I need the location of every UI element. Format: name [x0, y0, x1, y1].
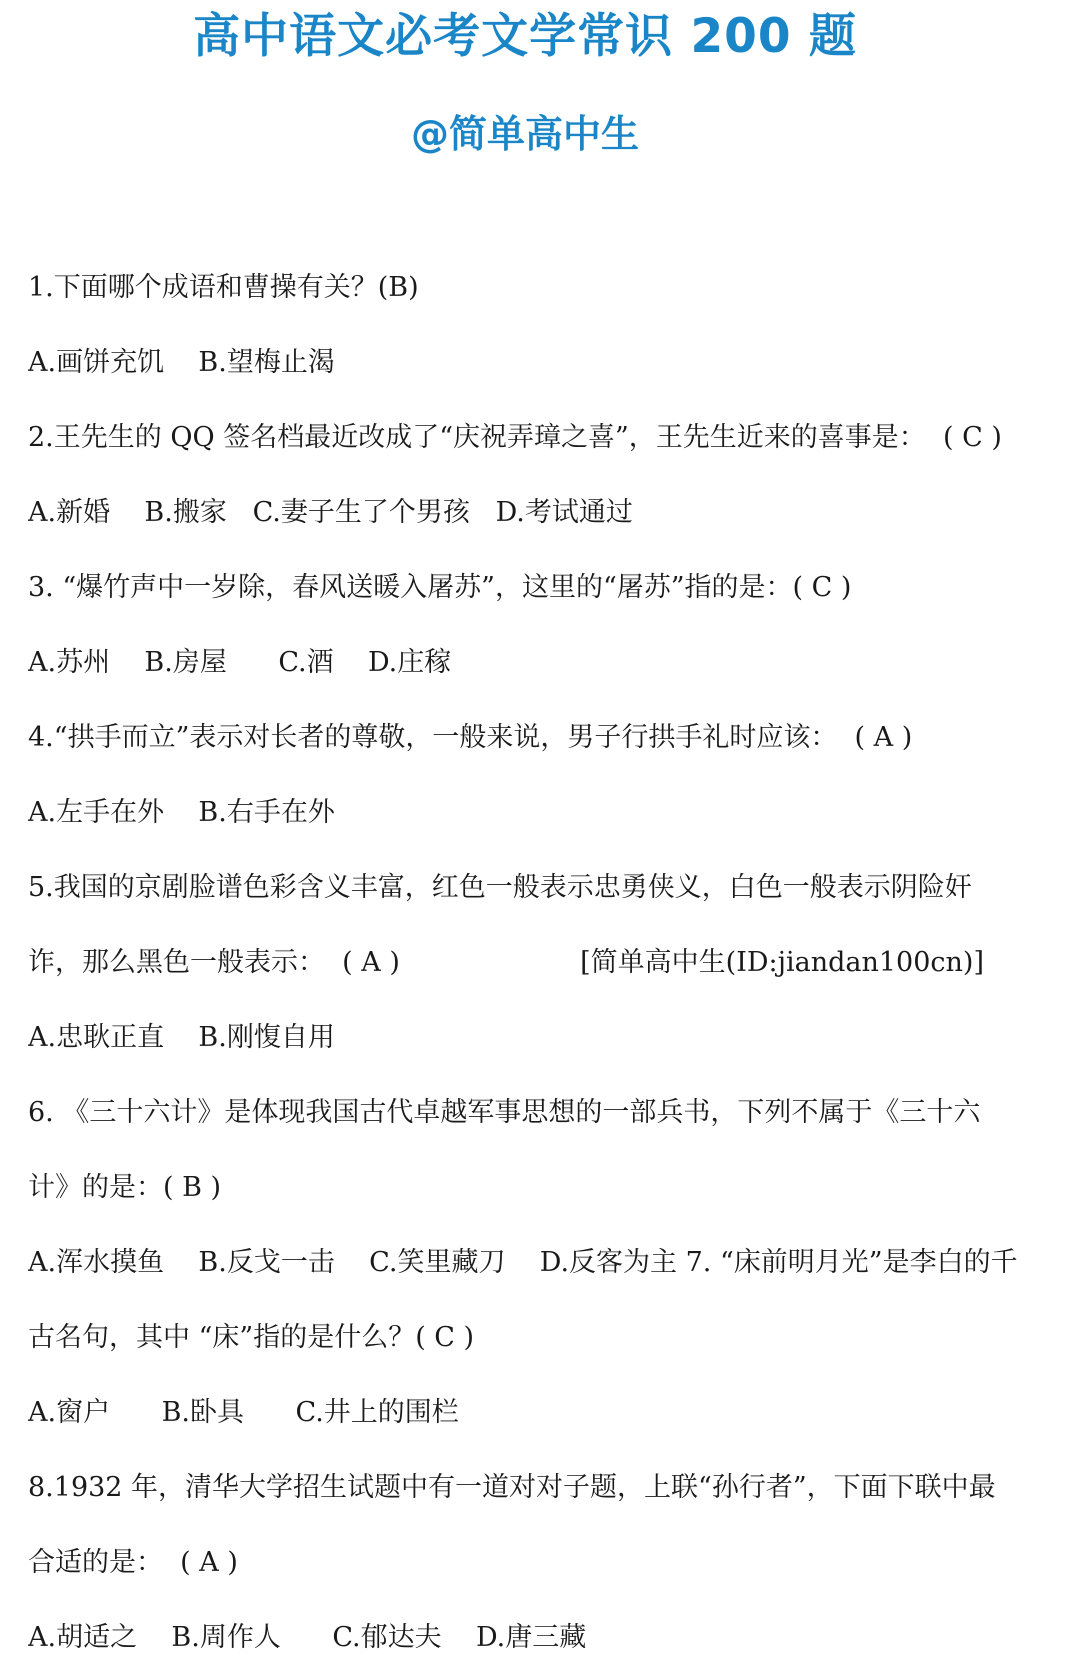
question-4-options: A.左手在外 B.右手在外 — [28, 797, 335, 828]
question-8-text: 8.1932 年，清华大学招生试题中有一道对对子题，上联“孙行者”，下面下联中最 — [28, 1472, 996, 1503]
question-5-text-cont: 诈，那么黑色一般表示： ( A ) [简单高中生(ID:jiandan100cn)] — [28, 947, 984, 978]
question-3-options: A.苏州 B.房屋 C.酒 D.庄稼 — [28, 647, 452, 678]
question-6-text: 6. 《三十六计》是体现我国古代卓越军事思想的一部兵书，下列不属于《三十六 — [28, 1097, 981, 1128]
question-6-options-question-7-text: A.浑水摸鱼 B.反戈一击 C.笑里藏刀 D.反客为主 7. “床前明月光”是李白的千 — [28, 1247, 1018, 1278]
page-subtitle: @简单高中生 — [410, 112, 639, 156]
question-8-text-cont: 合适的是： ( A ) — [28, 1547, 238, 1578]
question-4-text: 4.“拱手而立”表示对长者的尊敬，一般来说，男子行拱手礼时应该： ( A ) — [28, 722, 913, 753]
question-7-text-cont: 古名句，其中 “床”指的是什么？( C ) — [28, 1322, 475, 1353]
question-list — [28, 250, 1028, 1675]
question-5-text: 5.我国的京剧脸谱色彩含义丰富，红色一般表示忠勇侠义，白色一般表示阴险奸 — [28, 872, 972, 903]
question-2-options: A.新婚 B.搬家 C.妻子生了个男孩 D.考试通过 — [28, 497, 633, 528]
page-title: 高中语文必考文学常识 200 题 — [193, 9, 857, 64]
question-1-options: A.画饼充饥 B.望梅止渴 — [28, 347, 335, 378]
question-8-options: A.胡适之 B.周作人 C.郁达夫 D.唐三藏 — [28, 1622, 587, 1653]
question-1-text: 1.下面哪个成语和曹操有关？(B) — [28, 272, 419, 303]
question-7-options: A.窗户 B.卧具 C.井上的围栏 — [28, 1397, 459, 1428]
question-2-text: 2.王先生的 QQ 签名档最近改成了“庆祝弄璋之喜”，王先生近来的喜事是： ( C ) — [28, 422, 1002, 453]
question-6-text-cont: 计》的是：( B ) — [28, 1172, 222, 1203]
question-5-options: A.忠耿正直 B.刚愎自用 — [28, 1022, 335, 1053]
question-3-text: 3. “爆竹声中一岁除，春风送暖入屠苏”，这里的“屠苏”指的是：( C ) — [28, 572, 852, 603]
